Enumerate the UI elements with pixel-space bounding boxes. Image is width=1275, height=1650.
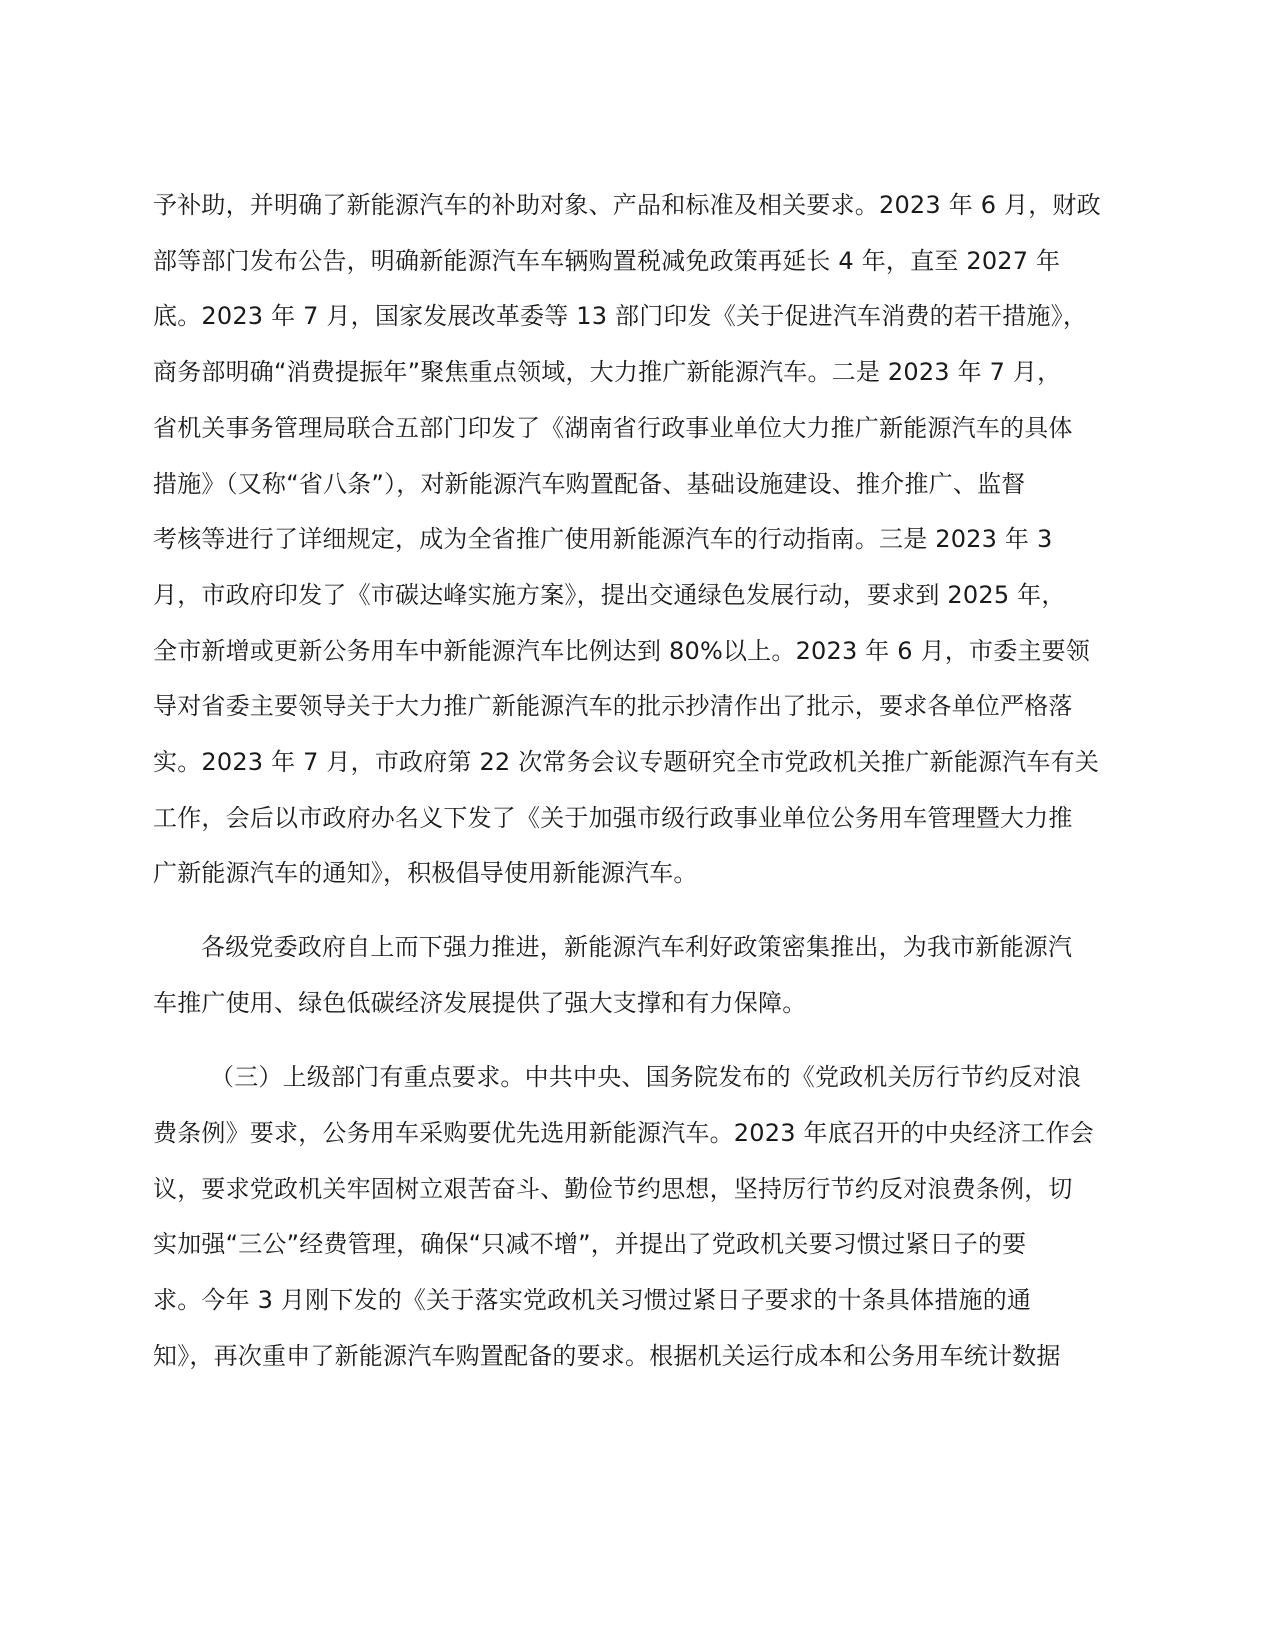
- paragraph-line: 全市新增或更新公务用车中新能源汽车比例达到 80%以上。2023 年 6 月，市委主要领: [153, 637, 1091, 665]
- paragraph-line: 导对省委主要领导关于大力推广新能源汽车的批示抄清作出了批示，要求各单位严格落: [153, 692, 1073, 720]
- paragraph-line: 各级党委政府自上而下强力推进，新能源汽车利好政策密集推出，为我市新能源汽: [201, 933, 1073, 961]
- paragraph-line: 车推广使用、绿色低碳经济发展提供了强大支撑和有力保障。: [153, 989, 807, 1017]
- paragraph-line: 求。今年 3 月刚下发的《关于落实党政机关习惯过紧日子要求的十条具体措施的通: [153, 1286, 1032, 1314]
- paragraph-line: 议，要求党政机关牢固树立艰苦奋斗、勤俭节约思想，坚持厉行节约反对浪费条例，切: [153, 1175, 1073, 1203]
- paragraph-line: 部等部门发布公告，明确新能源汽车车辆购置税减免政策再延长 4 年，直至 2027 年: [153, 247, 1061, 275]
- paragraph-line: 考核等进行了详细规定，成为全省推广使用新能源汽车的行动指南。三是 2023 年 3: [153, 525, 1053, 553]
- paragraph-line: 实。2023 年 7 月，市政府第 22 次常务会议专题研究全市党政机关推广新能源汽车有关: [153, 748, 1100, 776]
- paragraph-line: 底。2023 年 7 月，国家发展改革委等 13 部门印发《关于促进汽车消费的若干措施》，: [153, 302, 1088, 330]
- paragraph-line: （三）上级部门有重点要求。中共中央、国务院发布的《党政机关厉行节约反对浪: [210, 1063, 1082, 1091]
- paragraph-line: 知》，再次重申了新能源汽车购置配备的要求。根据机关运行成本和公务用车统计数据: [153, 1342, 1061, 1370]
- paragraph-line: 广新能源汽车的通知》，积极倡导使用新能源汽车。: [153, 859, 698, 887]
- paragraph-line: 商务部明确“消费提振年”聚焦重点领域，大力推广新能源汽车。二是 2023 年 7 月，: [153, 358, 1062, 386]
- paragraph-line: 省机关事务管理局联合五部门印发了《湖南省行政事业单位大力推广新能源汽车的具体: [153, 414, 1073, 442]
- paragraph-line: 工作，会后以市政府办名义下发了《关于加强市级行政事业单位公务用车管理暨大力推: [153, 804, 1073, 832]
- paragraph-line: 月，市政府印发了《市碳达峰实施方案》，提出交通绿色发展行动，要求到 2025 年，: [153, 581, 1066, 609]
- paragraph-line: 实加强“三公”经费管理，确保“只减不增”，并提出了党政机关要习惯过紧日子的要: [153, 1230, 1027, 1258]
- paragraph-line: 措施》（又称“省八条”），对新能源汽车购置配备、基础设施建设、推介推广、监督: [153, 470, 1026, 498]
- paragraph-line: 费条例》要求，公务用车采购要优先选用新能源汽车。2023 年底召开的中央经济工作会: [153, 1119, 1094, 1147]
- paragraph-line: 予补助，并明确了新能源汽车的补助对象、产品和标准及相关要求。2023 年 6 月，财政: [153, 191, 1101, 219]
